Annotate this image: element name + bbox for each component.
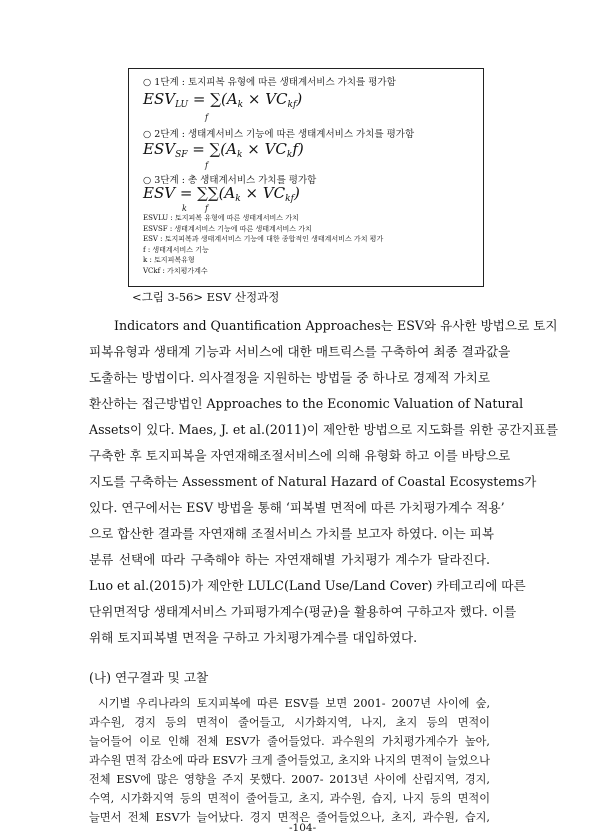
legend-item: VCkf : 가치평가계수 <box>143 266 208 275</box>
sum-index-f-3: f <box>205 204 208 213</box>
legend-item: f : 생태계서비스 기능 <box>143 245 209 254</box>
paragraph-line: 단위면적당 생태계서비스 가피평가계수(평균)을 활용하여 구하고자 했다. 이를 <box>89 604 517 619</box>
paragraph-line: 시기별 우리나라의 토지피복에 따른 ESV를 보면 2001- 2007년 사이에 숲, <box>98 697 490 710</box>
paragraph-line: 지도를 구축하는 Assessment of Natural Hazard of Coastal Ecosystems가 <box>89 474 537 489</box>
sum-index-f-2: f <box>205 161 208 170</box>
paragraph-line: 있다. 연구에서는 ESV 방법을 통해 ‘피복별 면적에 따른 가치평가계수 적용’ <box>89 500 505 515</box>
paragraph-line: 늘어들어 이로 인해 전체 ESV가 줄어들었다. 과수원의 가치평가계수가 높아, <box>89 735 490 748</box>
paragraph-line: 과수원, 경지 등의 면적이 줄어들고, 시가화지역, 나지, 초지 등의 면적이 <box>89 716 490 729</box>
figure-legend <box>143 213 383 277</box>
paragraph-line: 분류 선택에 따라 구축해야 하는 자연재해별 가치평가 계수가 달라진다. <box>89 552 490 567</box>
paragraph-line: 늘면서 전체 ESV가 늘어났다. 경지 면적은 줄어들었으나, 초지, 과수원, 습지, <box>89 811 490 824</box>
paragraph-line: 도출하는 방법이다. 의사결정을 지원하는 방법들 중 하나로 경제적 가치로 <box>89 370 490 385</box>
paragraph-line: 으로 합산한 결과를 자연재해 조절서비스 가치를 보고자 하였다. 이는 피복 <box>89 526 494 541</box>
step3-text: ○ 3단계 : 총 생태계서비스 가치를 평가함 <box>143 175 317 186</box>
paragraph-line: 수역, 시가화지역 등의 면적이 줄어들고, 초지, 과수원, 습지, 나지 등의 면적이 <box>89 792 490 805</box>
figure-caption: <그림 3-56> ESV 산정과정 <box>132 290 280 304</box>
legend-item: k : 토지피복유형 <box>143 256 195 265</box>
paragraph-line: 환산하는 접근방법인 Approaches to the Economic Valuation of Natural <box>89 396 524 411</box>
formula-esv-total: ESV = $\sum\sum(A_k \times VC_{kf})$ <box>143 184 300 204</box>
step2-text: ○ 2단계 : 생태계서비스 기능에 따른 생태계서비스 가치를 평가함 <box>143 129 415 140</box>
legend-item: ESV : 토지피복과 생태계서비스 기능에 대한 종합적인 생태계서비스 가치 평가 <box>143 235 384 244</box>
sum-index-k: k <box>182 204 187 213</box>
paragraph-line: 과수원 면적 감소에 따라 ESV가 크게 줄어들었고, 초지와 나지의 면적이 늘었으나 <box>89 754 490 767</box>
formula-esv-lu: $ESV_{LU} = \sum(A_k \times VC_{kf})$ <box>143 90 303 110</box>
paragraph-line: Luo et al.(2015)가 제안한 LULC(Land Use/Land Cover) 카테고리에 따른 <box>89 578 526 593</box>
paragraph-line: 구축한 후 토지피복을 자연재해조절서비스에 의해 유형화 하고 이를 바탕으로 <box>89 448 511 463</box>
formula-esv-sf: $ESV_{SF} = \sum(A_k \times VC_kf)$ <box>143 140 304 160</box>
page-number: -104- <box>289 822 317 834</box>
legend-item: ESVLU : 토지피복 유형에 따른 생태계서비스 가치 <box>143 214 299 222</box>
paragraph-line: 위해 토지피복별 면적을 구하고 가치평가계수를 대입하였다. <box>89 630 418 645</box>
section-heading: (나) 연구결과 및 고찰 <box>89 670 209 685</box>
paragraph-line: Assets이 있다. Maes, J. et al.(2011)이 제안한 방법으로 지도화를 위한 공간지표를 <box>89 422 559 437</box>
legend-item: ESVSF : 생태계서비스 기능에 따른 생태계서비스 가치 <box>143 224 312 233</box>
paragraph-line: Indicators and Quantification Approaches는 ESV와 유사한 방법으로 토지 <box>114 318 558 333</box>
paragraph-line: 전체 ESV에 많은 영향을 주지 못했다. 2007- 2013년 사이에 산림지역, 경지, <box>89 773 490 786</box>
paragraph-line: 피복유형과 생태계 기능과 서비스에 대한 매트릭스를 구축하여 최종 결과값을 <box>89 344 511 359</box>
step1-text: ○ 1단계 : 토지피복 유형에 따른 생태계서비스 가치를 평가함 <box>143 77 396 88</box>
sum-index-f-1: f <box>205 113 208 122</box>
